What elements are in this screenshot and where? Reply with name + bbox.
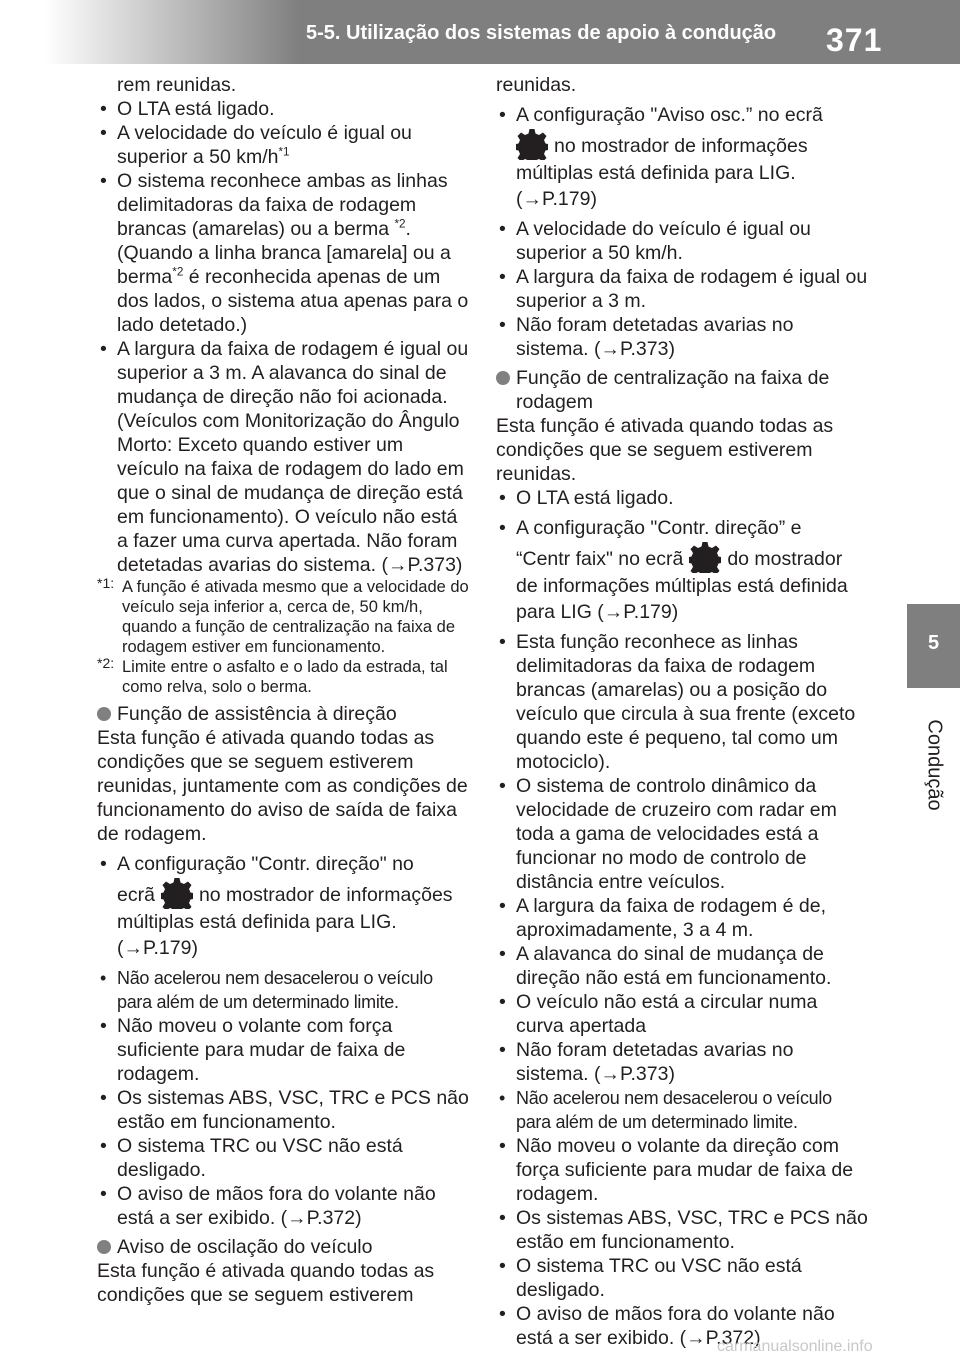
paragraph: Esta função é ativada quando todas as condições que se seguem estiverem reunidas.	[496, 415, 834, 485]
list-item	[97, 97, 469, 121]
list-item	[496, 1206, 868, 1254]
list-item-text: Não foram detetadas avarias no sistema. (→P.373)	[516, 1039, 794, 1085]
circle-bullet-icon	[97, 707, 111, 721]
list-item	[97, 121, 469, 169]
footnote	[97, 657, 469, 697]
list-item-text: ecrã	[117, 884, 155, 906]
section-heading	[97, 702, 469, 726]
chapter-number: 5	[927, 632, 940, 654]
header-gradient	[0, 0, 300, 64]
footnote-mark: *1:	[97, 575, 115, 591]
footnote-ref: *2	[394, 217, 406, 231]
page-header	[0, 0, 960, 64]
continued-line: reunidas.	[496, 74, 577, 96]
list-item	[496, 774, 868, 894]
list-item	[496, 1254, 868, 1302]
list-item	[496, 265, 868, 313]
section-heading	[496, 366, 868, 414]
section-heading	[97, 1235, 469, 1259]
list-item-text: A largura da faixa de rodagem é igual ou superior a 3 m. A alavanca do sinal de mudança de direção não foi acionada. (Veículos com Monitorização do Ângulo Morto: Exceto quando estiver um veículo na faixa de rodagem do lado em que o sinal de mudança de direção está em funcionamento). O veículo não está a fazer uma curva apertada. Não foram detetadas avarias do sistema. (→P.373)	[117, 338, 469, 576]
list-item	[496, 313, 868, 361]
list-item-text: “Centr faix" no ecrã	[516, 548, 684, 570]
footnote-mark: *2:	[97, 655, 115, 671]
list-item-text: A configuração "Contr. direção" no	[117, 853, 414, 875]
left-column	[97, 73, 469, 1307]
gear-icon	[516, 128, 548, 160]
list-item-text: O LTA está ligado.	[117, 98, 275, 120]
list-item-text: O LTA está ligado.	[516, 487, 674, 509]
list-item	[496, 217, 868, 265]
list-item	[97, 1134, 469, 1182]
footnote-text: A função é ativada mesmo que a velocidade do veículo seja inferior a, cerca de, 50 km/h, quando a função de centralização na faixa de rodagem estiver em funcionamento.	[122, 578, 469, 656]
list-item	[496, 486, 868, 510]
watermark: carmanualsonline.info	[717, 1338, 873, 1355]
list-item	[496, 1086, 868, 1134]
list-item-text: . (Quando a linha branca [amarela] ou a berma	[117, 218, 451, 288]
list-item-text: Esta função reconhece as linhas delimitadoras da faixa de rodagem brancas (amarelas) ou a posição do veículo que circula à sua frente (exceto quando este é pequeno, tal como um motociclo).	[516, 631, 856, 773]
footnote	[97, 577, 469, 657]
list-item	[97, 1014, 469, 1086]
list-item-text: A velocidade do veículo é igual ou superior a 50 km/h	[117, 122, 412, 168]
list-item-text: Os sistemas ABS, VSC, TRC e PCS não estão em funcionamento.	[516, 1207, 868, 1253]
paragraph: Esta função é ativada quando todas as condições que se seguem estiverem	[97, 1260, 435, 1306]
list-item-text: O sistema reconhece ambas as linhas delimitadoras da faixa de rodagem brancas (amarelas) ou a berma	[117, 170, 448, 240]
list-item-text: A velocidade do veículo é igual ou superior a 50 km/h.	[516, 218, 811, 264]
list-item-text: O aviso de mãos fora do volante não está a ser exibido. (→P.372)	[516, 1303, 835, 1349]
list-item	[496, 990, 868, 1038]
list-item-text: A configuração "Contr. direção” e	[516, 517, 802, 539]
gear-icon	[161, 877, 193, 909]
footnote-ref: *1	[278, 145, 290, 159]
list-item	[496, 1134, 868, 1206]
list-item-text: O sistema de controlo dinâmico da velocidade de cruzeiro com radar em toda a gama de velocidades está a funcionar no modo de controlo de distância entre veículos.	[516, 775, 837, 893]
list-item-text: O sistema TRC ou VSC não está desligado.	[117, 1135, 403, 1181]
list-item	[97, 966, 469, 1014]
list-item-text: A configuração "Aviso osc.” no ecrã	[516, 104, 823, 126]
footnote-ref: *2	[172, 265, 184, 279]
list-item	[496, 942, 868, 990]
list-item	[496, 515, 868, 625]
list-item	[97, 169, 469, 337]
section-title: 5-5. Utilização dos sistemas de apoio à condução	[306, 22, 777, 44]
list-item	[97, 1182, 469, 1230]
chapter-label: Condução	[923, 719, 946, 811]
continued-line: rem reunidas.	[117, 74, 237, 96]
section-heading-text: Função de centralização na faixa de rodagem	[516, 367, 830, 413]
list-item	[496, 102, 868, 212]
list-item-text: A largura da faixa de rodagem é igual ou superior a 3 m.	[516, 266, 868, 312]
list-item-text: Não moveu o volante da direção com força suficiente para mudar de faixa de rodagem.	[516, 1135, 854, 1205]
list-item-text: Não acelerou nem desacelerou o veículo para além de um determinado limite.	[516, 1088, 832, 1132]
list-item	[97, 851, 469, 961]
footnote-text: Limite entre o asfalto e o lado da estrada, tal como relva, solo o berma.	[122, 658, 448, 696]
list-item-text: O sistema TRC ou VSC não está desligado.	[516, 1255, 802, 1301]
list-item	[97, 1086, 469, 1134]
paragraph: Esta função é ativada quando todas as condições que se seguem estiverem reunidas, juntamente com as condições de funcionamento do aviso de saída de faixa de rodagem.	[97, 727, 468, 845]
gear-icon	[689, 541, 721, 573]
list-item-text: Não foram detetadas avarias no sistema. (→P.373)	[516, 314, 794, 360]
list-item-text: A alavanca do sinal de mudança de direção não está em funcionamento.	[516, 943, 832, 989]
list-item-text: do mostrador de informações múltiplas está definida para LIG (→P.179)	[516, 548, 848, 623]
list-item-text: A largura da faixa de rodagem é de, aproximadamente, 3 a 4 m.	[516, 895, 827, 941]
page-number: 371	[826, 22, 883, 58]
list-item-text: O aviso de mãos fora do volante não está a ser exibido. (→P.372)	[117, 1183, 436, 1229]
chapter-label-box	[908, 700, 960, 830]
list-item-text: Os sistemas ABS, VSC, TRC e PCS não estão em funcionamento.	[117, 1087, 469, 1133]
list-item-text: Não acelerou nem desacelerou o veículo para além de um determinado limite.	[117, 968, 433, 1012]
circle-bullet-icon	[97, 1240, 111, 1254]
list-item	[496, 894, 868, 942]
circle-bullet-icon	[496, 371, 510, 385]
list-item-text: é reconhecida apenas de um dos lados, o sistema atua apenas para o lado detetado.)	[117, 266, 469, 336]
right-column	[496, 73, 868, 1350]
list-item	[97, 337, 469, 577]
section-heading-text: Aviso de oscilação do veículo	[117, 1236, 373, 1258]
list-item-text: no mostrador de informações múltiplas está definida para LIG.(→P.179)	[516, 135, 808, 210]
chapter-tab	[907, 604, 960, 688]
list-item	[496, 630, 868, 774]
list-item	[496, 1038, 868, 1086]
list-item-text: no mostrador de informações múltiplas está definida para LIG. (→P.179)	[117, 884, 453, 959]
section-heading-text: Função de assistência à direção	[117, 703, 397, 725]
list-item-text: O veículo não está a circular numa curva apertada	[516, 991, 818, 1037]
list-item-text: Não moveu o volante com força suficiente para mudar de faixa de rodagem.	[117, 1015, 406, 1085]
